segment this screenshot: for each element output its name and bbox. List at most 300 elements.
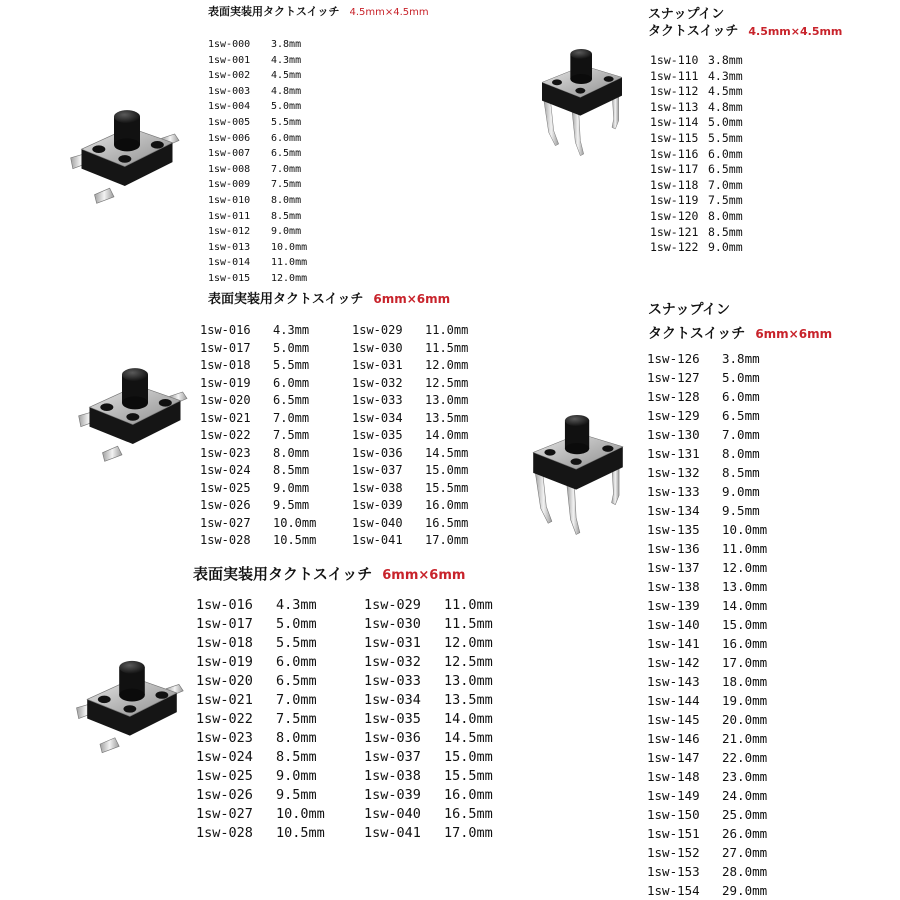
spec-row xyxy=(352,410,468,428)
size-value: 3.8mm xyxy=(271,39,302,50)
size-value: 13.5mm xyxy=(444,692,493,708)
part-code: 1sw-002 xyxy=(208,70,251,82)
part-code: 1sw-022 xyxy=(200,428,251,442)
size-value: 12.5mm xyxy=(425,375,469,390)
size-value: 4.8mm xyxy=(708,99,743,114)
spec-list-right xyxy=(352,322,468,550)
spec-list xyxy=(647,349,767,900)
part-code: 1sw-127 xyxy=(647,370,700,385)
size-tag: 4.5mm×4.5mm xyxy=(349,7,429,18)
spec-row xyxy=(208,193,307,209)
part-code: 1sw-154 xyxy=(647,883,700,898)
part-code: 1sw-024 xyxy=(196,749,253,765)
size-value: 8.5mm xyxy=(276,749,317,765)
spec-row xyxy=(352,497,468,515)
spec-row xyxy=(647,881,767,900)
part-code: 1sw-153 xyxy=(647,864,700,879)
size-value: 11.0mm xyxy=(425,323,469,337)
size-value: 13.0mm xyxy=(425,393,469,407)
part-code: 1sw-117 xyxy=(650,162,699,177)
part-code: 1sw-151 xyxy=(647,826,700,841)
size-value: 8.0mm xyxy=(722,446,760,461)
spec-row xyxy=(208,162,307,178)
spec-row xyxy=(647,729,767,748)
size-value: 9.0mm xyxy=(722,484,760,499)
spec-row xyxy=(647,406,767,425)
part-code: 1sw-116 xyxy=(650,146,699,161)
spec-row xyxy=(352,322,468,340)
part-code: 1sw-028 xyxy=(196,825,253,841)
part-code: 1sw-038 xyxy=(352,480,403,495)
spec-row xyxy=(364,672,493,691)
part-code: 1sw-039 xyxy=(364,787,421,803)
size-value: 12.0mm xyxy=(722,560,768,575)
size-value: 6.5mm xyxy=(271,148,302,160)
spec-row xyxy=(647,539,767,558)
size-value: 6.0mm xyxy=(708,146,743,161)
size-value: 5.5mm xyxy=(273,358,310,372)
spec-row xyxy=(196,634,325,653)
size-value: 15.5mm xyxy=(444,768,493,784)
size-value: 8.0mm xyxy=(276,730,317,746)
size-value: 10.5mm xyxy=(276,825,325,841)
spec-row xyxy=(364,805,493,824)
spec-row xyxy=(196,786,325,805)
size-value: 12.0mm xyxy=(271,272,308,284)
part-code: 1sw-137 xyxy=(647,560,700,575)
part-code: 1sw-015 xyxy=(208,272,251,284)
spec-row xyxy=(647,482,767,501)
part-code: 1sw-019 xyxy=(196,654,253,670)
size-value: 11.0mm xyxy=(271,257,308,269)
spec-row xyxy=(352,340,468,358)
spec-row xyxy=(647,520,767,539)
spec-row xyxy=(196,729,325,748)
smd-switch-image xyxy=(68,646,196,774)
spec-list xyxy=(208,37,307,287)
spec-row xyxy=(196,691,325,710)
size-value: 8.0mm xyxy=(271,194,302,206)
size-value: 16.5mm xyxy=(444,806,493,822)
size-value: 6.0mm xyxy=(276,654,317,670)
spec-row xyxy=(352,445,468,463)
spec-row xyxy=(647,786,767,805)
part-code: 1sw-040 xyxy=(364,806,421,822)
size-value: 17.0mm xyxy=(444,825,493,841)
spec-row xyxy=(352,480,468,498)
part-code: 1sw-115 xyxy=(650,130,699,145)
size-value: 4.5mm xyxy=(271,70,302,82)
size-value: 10.5mm xyxy=(273,533,317,547)
spec-row xyxy=(647,653,767,672)
panel-title xyxy=(648,298,832,346)
spec-row xyxy=(352,427,468,445)
spec-row xyxy=(352,515,468,533)
size-value: 28.0mm xyxy=(722,864,768,879)
snap-switch-image xyxy=(522,405,634,537)
title-text: 表面実装用タクトスイッチ xyxy=(208,5,340,18)
size-value: 6.0mm xyxy=(722,389,760,404)
spec-row xyxy=(364,786,493,805)
spec-row xyxy=(208,209,307,225)
panel-smd-45 xyxy=(0,0,430,285)
size-value: 14.5mm xyxy=(425,445,469,460)
part-code: 1sw-018 xyxy=(200,358,251,372)
part-code: 1sw-132 xyxy=(647,465,700,480)
spec-row xyxy=(196,767,325,786)
part-code: 1sw-016 xyxy=(200,323,251,337)
spec-row xyxy=(196,824,325,843)
part-code: 1sw-134 xyxy=(647,503,700,518)
size-value: 16.0mm xyxy=(425,498,469,512)
spec-row xyxy=(196,710,325,729)
spec-row xyxy=(200,357,316,375)
part-code: 1sw-120 xyxy=(650,208,699,223)
part-code: 1sw-026 xyxy=(196,787,253,803)
size-value: 10.0mm xyxy=(276,806,325,822)
part-code: 1sw-121 xyxy=(650,224,699,239)
spec-row xyxy=(650,69,743,85)
part-code: 1sw-041 xyxy=(364,825,421,841)
size-value: 10.0mm xyxy=(273,515,317,530)
size-value: 17.0mm xyxy=(722,655,768,670)
part-code: 1sw-034 xyxy=(352,410,403,425)
size-value: 15.0mm xyxy=(425,463,469,477)
part-code: 1sw-022 xyxy=(196,711,253,727)
part-code: 1sw-023 xyxy=(196,730,253,746)
part-code: 1sw-029 xyxy=(364,597,421,613)
size-value: 27.0mm xyxy=(722,845,768,860)
title-text: 表面実装用タクトスイッチ xyxy=(193,565,373,583)
size-value: 5.5mm xyxy=(276,635,317,651)
part-code: 1sw-129 xyxy=(647,408,700,423)
size-value: 7.0mm xyxy=(271,163,302,175)
part-code: 1sw-030 xyxy=(364,616,421,632)
part-code: 1sw-111 xyxy=(650,68,699,83)
part-code: 1sw-031 xyxy=(364,635,421,651)
spec-row xyxy=(364,596,493,615)
size-value: 5.0mm xyxy=(722,370,760,385)
spec-row xyxy=(647,558,767,577)
size-value: 25.0mm xyxy=(722,807,768,822)
spec-row xyxy=(208,99,307,115)
part-code: 1sw-031 xyxy=(352,358,403,372)
spec-list-right xyxy=(364,596,493,843)
part-code: 1sw-026 xyxy=(200,498,251,512)
part-code: 1sw-133 xyxy=(647,484,700,499)
part-code: 1sw-023 xyxy=(200,445,251,460)
spec-row xyxy=(647,368,767,387)
spec-row xyxy=(647,463,767,482)
part-code: 1sw-140 xyxy=(647,617,700,632)
size-value: 11.0mm xyxy=(444,597,493,613)
part-code: 1sw-020 xyxy=(196,673,253,689)
size-value: 12.0mm xyxy=(444,635,493,651)
size-value: 9.0mm xyxy=(276,768,317,784)
part-code: 1sw-145 xyxy=(647,712,700,727)
size-value: 9.0mm xyxy=(708,240,743,255)
part-code: 1sw-143 xyxy=(647,674,700,689)
spec-row xyxy=(650,225,743,241)
spec-row xyxy=(650,53,743,69)
size-value: 3.8mm xyxy=(708,53,743,67)
part-code: 1sw-152 xyxy=(647,845,700,860)
part-code: 1sw-039 xyxy=(352,498,403,512)
spec-row xyxy=(364,767,493,786)
title-line-2: タクトスイッチ xyxy=(648,24,739,39)
part-code: 1sw-136 xyxy=(647,541,700,556)
size-value: 8.5mm xyxy=(722,465,760,480)
spec-row xyxy=(196,615,325,634)
part-code: 1sw-017 xyxy=(200,340,251,355)
spec-row xyxy=(647,691,767,710)
smd-switch-image xyxy=(70,353,200,483)
size-value: 11.0mm xyxy=(722,541,768,556)
spec-row xyxy=(352,375,468,393)
part-code: 1sw-025 xyxy=(196,768,253,784)
spec-row xyxy=(200,340,316,358)
size-value: 6.5mm xyxy=(708,162,743,177)
spec-row xyxy=(650,100,743,116)
part-code: 1sw-146 xyxy=(647,731,700,746)
part-code: 1sw-006 xyxy=(208,132,251,144)
part-code: 1sw-119 xyxy=(650,193,699,208)
part-code: 1sw-141 xyxy=(647,636,700,651)
panel-snap-6 xyxy=(520,290,900,900)
size-value: 21.0mm xyxy=(722,731,768,746)
part-code: 1sw-034 xyxy=(364,692,421,708)
size-value: 14.5mm xyxy=(444,730,493,746)
size-value: 12.5mm xyxy=(444,654,493,670)
size-tag: 6mm×6mm xyxy=(755,327,833,341)
part-code: 1sw-126 xyxy=(647,351,700,366)
part-code: 1sw-027 xyxy=(200,515,251,530)
size-value: 16.0mm xyxy=(444,787,493,803)
spec-row xyxy=(647,748,767,767)
size-value: 5.5mm xyxy=(708,130,743,145)
part-code: 1sw-003 xyxy=(208,85,251,97)
spec-row xyxy=(208,177,307,193)
size-value: 3.8mm xyxy=(722,351,760,366)
spec-row xyxy=(647,710,767,729)
part-code: 1sw-114 xyxy=(650,115,699,130)
spec-row xyxy=(200,322,316,340)
size-value: 15.0mm xyxy=(444,749,493,765)
spec-row xyxy=(196,748,325,767)
size-value: 8.0mm xyxy=(708,208,743,223)
size-value: 9.0mm xyxy=(271,226,302,238)
spec-row xyxy=(647,634,767,653)
size-value: 6.5mm xyxy=(276,673,317,689)
spec-row xyxy=(647,843,767,862)
size-value: 4.5mm xyxy=(708,84,743,99)
part-code: 1sw-135 xyxy=(647,522,700,537)
part-code: 1sw-037 xyxy=(364,749,421,765)
part-code: 1sw-038 xyxy=(364,768,421,784)
size-value: 7.5mm xyxy=(708,193,743,208)
spec-row xyxy=(364,748,493,767)
part-code: 1sw-035 xyxy=(364,711,421,727)
spec-row xyxy=(208,255,307,271)
part-code: 1sw-138 xyxy=(647,579,700,594)
size-value: 4.3mm xyxy=(708,68,743,83)
size-value: 26.0mm xyxy=(722,826,768,841)
part-code: 1sw-027 xyxy=(196,806,253,822)
size-value: 10.0mm xyxy=(722,522,768,537)
size-value: 16.5mm xyxy=(425,515,469,530)
part-code: 1sw-036 xyxy=(364,730,421,746)
spec-row xyxy=(647,805,767,824)
part-code: 1sw-024 xyxy=(200,463,251,477)
part-code: 1sw-030 xyxy=(352,340,403,355)
part-code: 1sw-029 xyxy=(352,323,403,337)
spec-row xyxy=(650,193,743,209)
size-value: 6.5mm xyxy=(273,393,310,407)
spec-row xyxy=(208,84,307,100)
panel-smd-6-first xyxy=(0,285,520,550)
spec-row xyxy=(200,410,316,428)
spec-row xyxy=(208,146,307,162)
spec-row xyxy=(352,532,468,550)
size-value: 9.5mm xyxy=(722,503,760,518)
part-code: 1sw-147 xyxy=(647,750,700,765)
spec-row xyxy=(647,596,767,615)
spec-row xyxy=(650,147,743,163)
part-code: 1sw-007 xyxy=(208,148,251,160)
part-code: 1sw-122 xyxy=(650,240,699,255)
size-value: 5.5mm xyxy=(271,116,302,128)
part-code: 1sw-036 xyxy=(352,445,403,460)
size-value: 16.0mm xyxy=(722,636,768,651)
spec-row xyxy=(647,387,767,406)
part-code: 1sw-028 xyxy=(200,533,251,547)
title-line-1: スナップイン xyxy=(648,7,725,22)
size-value: 13.0mm xyxy=(444,673,493,689)
spec-row xyxy=(208,68,307,84)
size-value: 9.5mm xyxy=(273,498,310,512)
spec-list xyxy=(650,53,743,256)
part-code: 1sw-014 xyxy=(208,257,251,269)
part-code: 1sw-112 xyxy=(650,84,699,99)
part-code: 1sw-032 xyxy=(364,654,421,670)
size-value: 4.3mm xyxy=(273,323,310,337)
part-code: 1sw-019 xyxy=(200,375,251,390)
part-code: 1sw-013 xyxy=(208,241,251,253)
panel-title xyxy=(648,6,842,40)
part-code: 1sw-021 xyxy=(200,410,251,425)
size-value: 7.5mm xyxy=(273,428,310,442)
part-code: 1sw-011 xyxy=(208,210,251,222)
size-value: 10.0mm xyxy=(271,241,308,253)
spec-row xyxy=(208,115,307,131)
spec-row xyxy=(647,615,767,634)
spec-row xyxy=(200,445,316,463)
part-code: 1sw-035 xyxy=(352,428,403,442)
snap-switch-image xyxy=(532,40,632,158)
size-value: 7.0mm xyxy=(273,410,310,425)
part-code: 1sw-037 xyxy=(352,463,403,477)
part-code: 1sw-139 xyxy=(647,598,700,613)
size-value: 18.0mm xyxy=(722,674,768,689)
title-line-1: スナップイン xyxy=(648,302,731,318)
spec-row xyxy=(200,515,316,533)
spec-row xyxy=(196,653,325,672)
spec-row xyxy=(650,209,743,225)
spec-row xyxy=(208,131,307,147)
part-code: 1sw-142 xyxy=(647,655,700,670)
spec-row xyxy=(364,691,493,710)
spec-row xyxy=(208,240,307,256)
size-value: 8.5mm xyxy=(708,224,743,239)
size-value: 7.0mm xyxy=(708,177,743,192)
spec-row xyxy=(647,672,767,691)
part-code: 1sw-131 xyxy=(647,446,700,461)
spec-row xyxy=(352,357,468,375)
spec-list-left xyxy=(200,322,316,550)
size-value: 8.5mm xyxy=(273,463,310,477)
part-code: 1sw-020 xyxy=(200,393,251,407)
spec-row xyxy=(200,462,316,480)
spec-row xyxy=(650,131,743,147)
size-value: 4.3mm xyxy=(271,54,302,66)
spec-row xyxy=(196,596,325,615)
spec-row xyxy=(200,375,316,393)
part-code: 1sw-025 xyxy=(200,480,251,495)
spec-row xyxy=(650,162,743,178)
size-value: 14.0mm xyxy=(425,428,469,442)
size-value: 4.8mm xyxy=(271,85,302,97)
spec-row xyxy=(364,653,493,672)
spec-row xyxy=(650,178,743,194)
spec-list-left xyxy=(196,596,325,843)
size-value: 29.0mm xyxy=(722,883,768,898)
size-value: 5.0mm xyxy=(273,340,310,355)
part-code: 1sw-110 xyxy=(650,53,699,67)
part-code: 1sw-113 xyxy=(650,99,699,114)
spec-row xyxy=(208,224,307,240)
smd-switch-image xyxy=(62,95,192,225)
size-value: 14.0mm xyxy=(444,711,493,727)
part-code: 1sw-033 xyxy=(364,673,421,689)
size-value: 13.0mm xyxy=(722,579,768,594)
size-value: 20.0mm xyxy=(722,712,768,727)
spec-row xyxy=(364,615,493,634)
size-value: 9.0mm xyxy=(273,480,310,495)
part-code: 1sw-005 xyxy=(208,116,251,128)
part-code: 1sw-148 xyxy=(647,769,700,784)
size-value: 22.0mm xyxy=(722,750,768,765)
part-code: 1sw-001 xyxy=(208,54,251,66)
size-value: 7.0mm xyxy=(276,692,317,708)
size-value: 5.0mm xyxy=(271,101,302,113)
size-value: 24.0mm xyxy=(722,788,768,803)
part-code: 1sw-032 xyxy=(352,375,403,390)
spec-row xyxy=(364,634,493,653)
part-code: 1sw-118 xyxy=(650,177,699,192)
spec-row xyxy=(196,672,325,691)
spec-row xyxy=(647,444,767,463)
panel-title xyxy=(193,563,465,584)
part-code: 1sw-150 xyxy=(647,807,700,822)
part-code: 1sw-040 xyxy=(352,515,403,530)
part-code: 1sw-021 xyxy=(196,692,253,708)
part-code: 1sw-033 xyxy=(352,393,403,407)
part-code: 1sw-004 xyxy=(208,101,251,113)
part-code: 1sw-041 xyxy=(352,533,403,547)
spec-row xyxy=(200,532,316,550)
part-code: 1sw-130 xyxy=(647,427,700,442)
size-value: 11.5mm xyxy=(444,616,493,632)
